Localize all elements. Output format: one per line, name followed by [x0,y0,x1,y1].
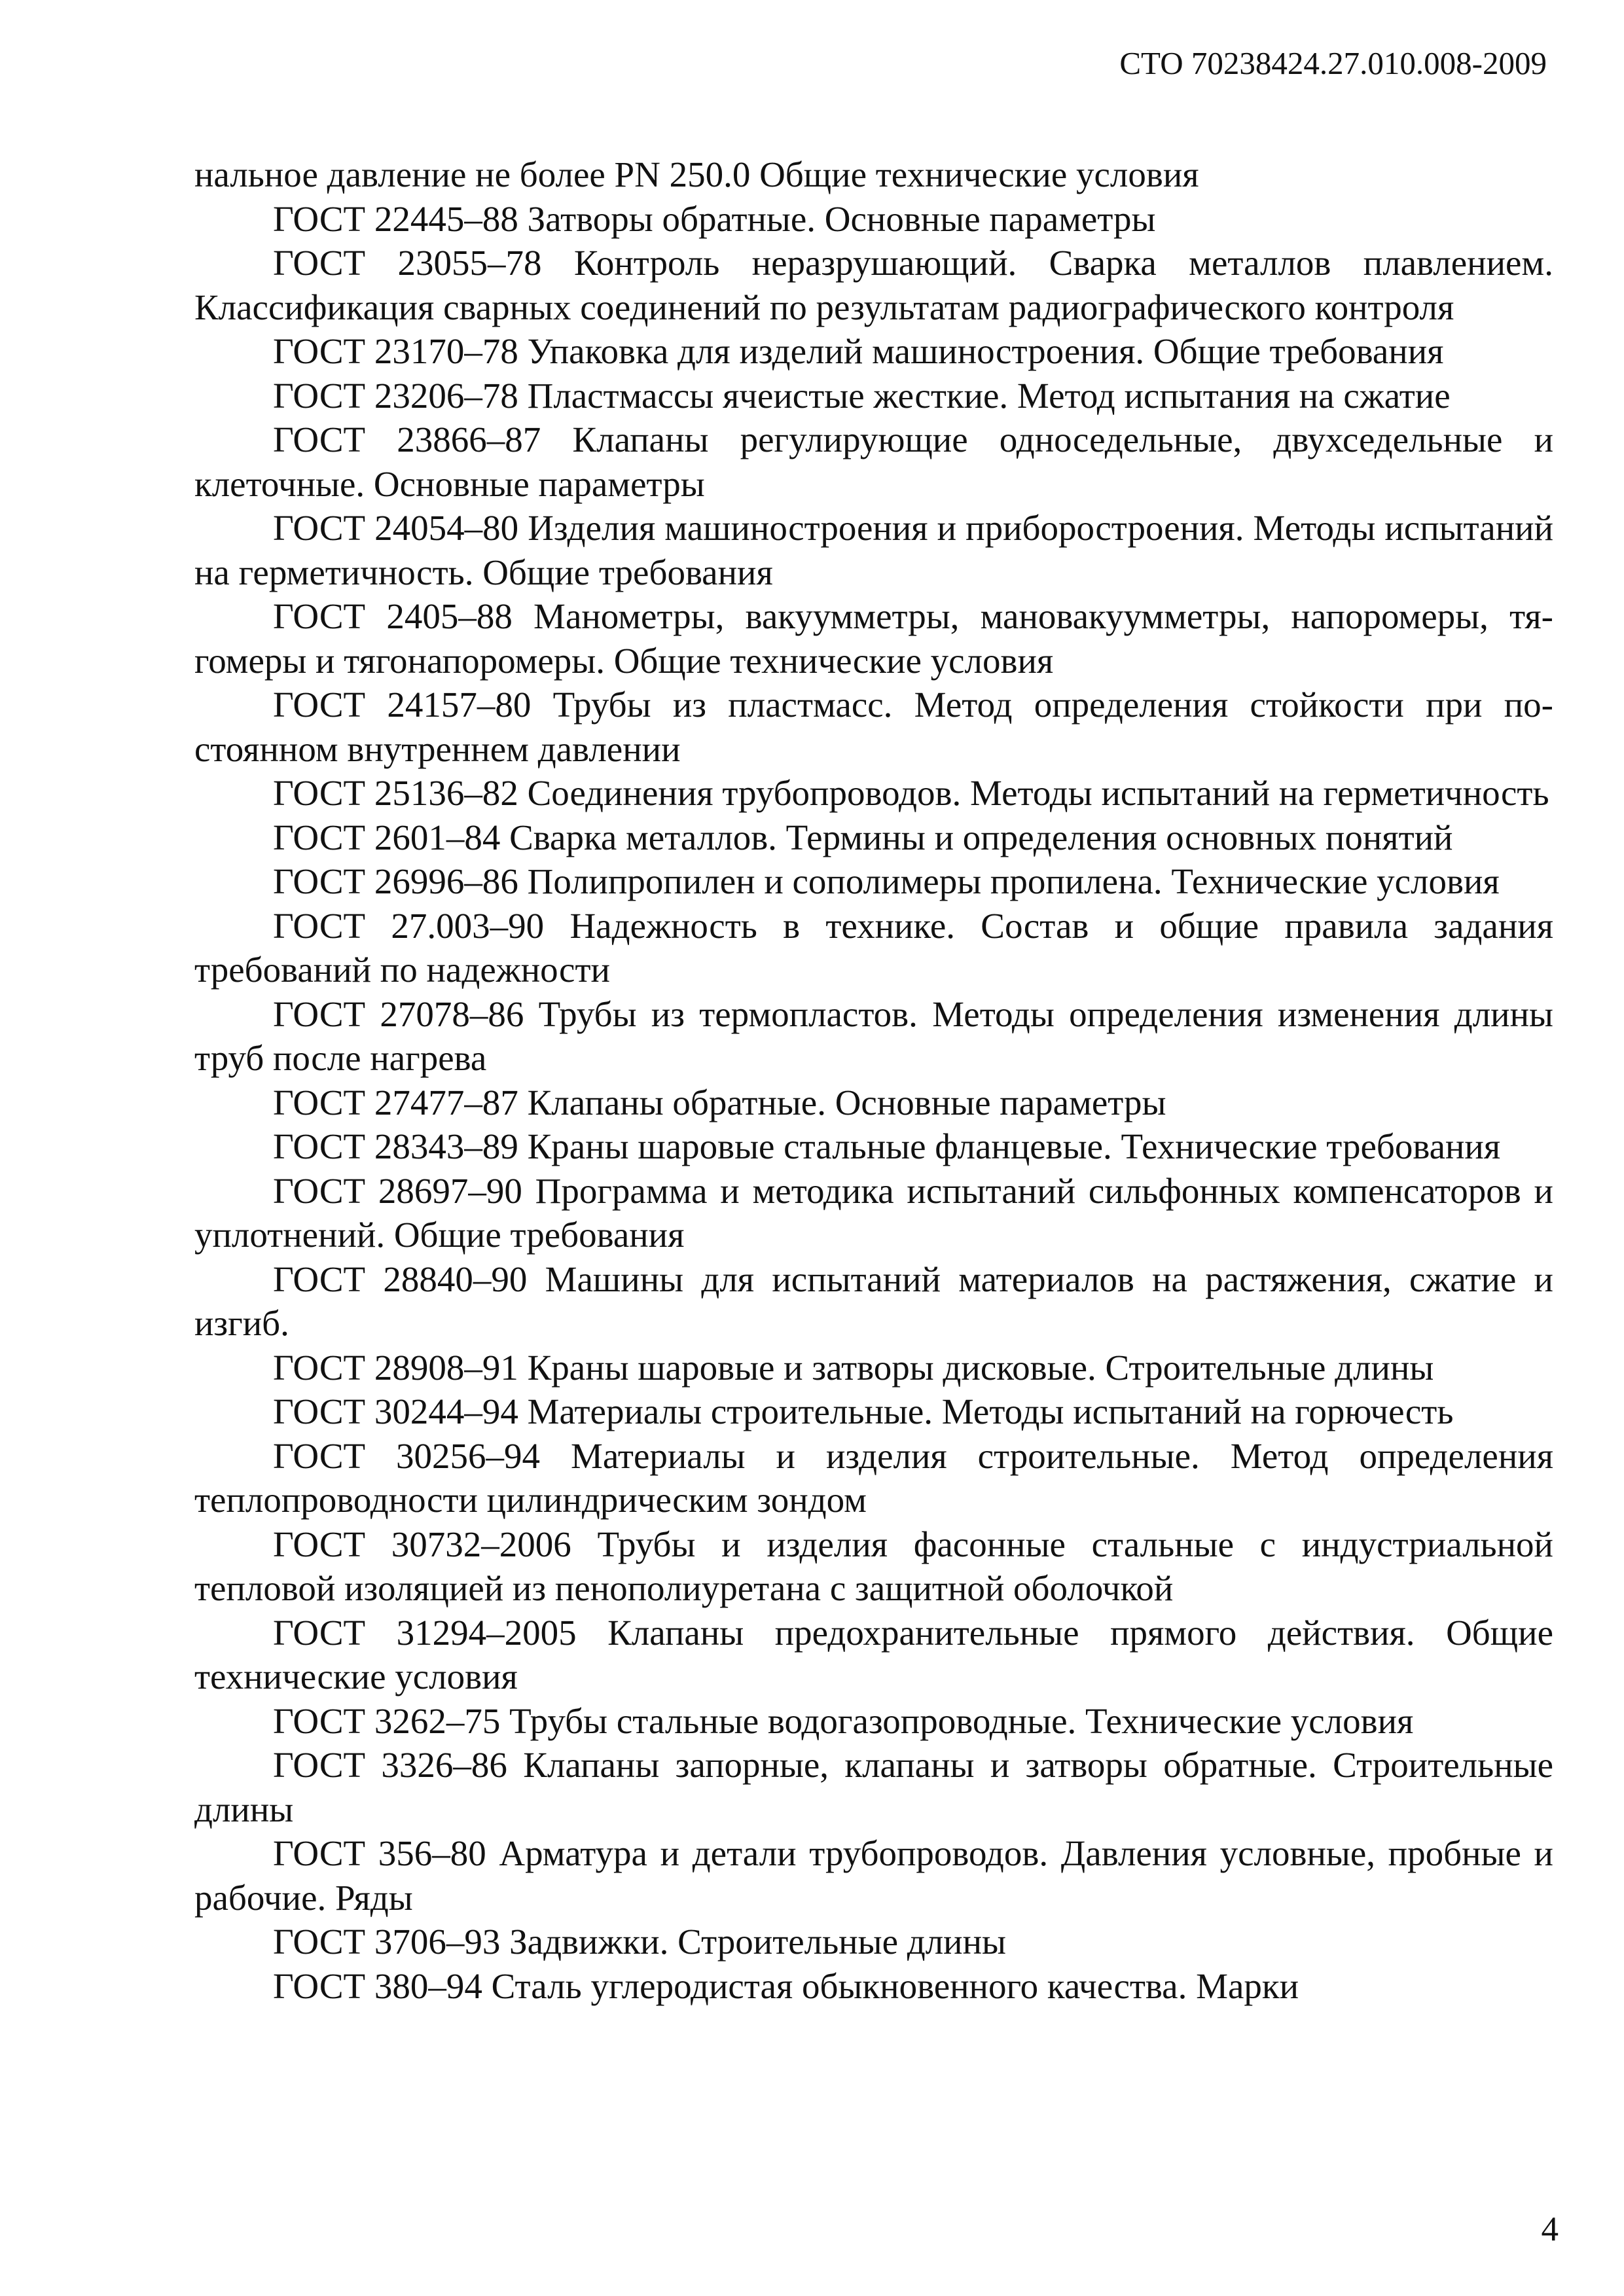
reference-item: ГОСТ 3706–93 Задвижки. Строительные длины [273,1922,1006,1962]
reference-item: ГОСТ 27078–86 Трубы из термопластов. Методы определения изменения длины труб после нагрева [194,994,1553,1078]
reference-item: ГОСТ 3326–86 Клапаны запорные, клапаны и затворы обратные. Строительные длины [194,1745,1553,1829]
reference-item: ГОСТ 28343–89 Краны шаровые стальные фланцевые. Технические требования [273,1126,1501,1166]
reference-item: ГОСТ 25136–82 Соединения трубопроводов. Методы испытаний на герметичность [273,773,1549,813]
reference-item: ГОСТ 30256–94 Материалы и изделия строительные. Метод определения теплопроводности цилиндрическим зондом [194,1435,1553,1520]
reference-item: ГОСТ 30732–2006 Трубы и изделия фасонные стальные с индустриальной тепловой изоляцией из пенополиуретана с защитной оболочкой [194,1524,1553,1608]
reference-item: ГОСТ 27477–87 Клапаны обратные. Основные параметры [273,1082,1166,1122]
reference-item: ГОСТ 380–94 Сталь углеродистая обыкновенного качества. Марки [273,1965,1299,2006]
reference-item: ГОСТ 28840–90 Машины для испытаний материалов на растяжения, сжатие и изгиб. [194,1259,1553,1343]
reference-item: ГОСТ 24054–80 Изделия машиностроения и приборостроения. Методы испытаний на герметичность. Общие требования [194,508,1553,592]
reference-item: ГОСТ 24157–80 Трубы из пластмасс. Метод определения стойкости при постоянном внутреннем давлении [194,685,1553,769]
reference-item: ГОСТ 22445–88 Затворы обратные. Основные параметры [273,198,1156,239]
reference-item: ГОСТ 23866–87 Клапаны регулирующие односедельные, двухседельные и клеточные. Основные параметры [194,420,1553,504]
reference-item: ГОСТ 23206–78 Пластмассы ячеистые жесткие. Метод испытания на сжатие [273,375,1451,416]
reference-item: ГОСТ 356–80 Арматура и детали трубопроводов. Давления условные, пробные и рабочие. Ряды [194,1833,1553,1918]
continued-reference-text: нальное давление не более PN 250.0 Общие технические условия [194,154,1199,194]
reference-item: ГОСТ 28908–91 Краны шаровые и затворы дисковые. Строительные длины [273,1347,1434,1388]
document-code-header: СТО 70238424.27.010.008-2009 [1119,45,1547,81]
reference-item: ГОСТ 28697–90 Программа и методика испытаний сильфонных компенсаторов и уплотнений. Общие требования [194,1170,1553,1255]
reference-item: ГОСТ 23170–78 Упаковка для изделий машиностроения. Общие требования [273,331,1444,371]
reference-item: ГОСТ 26996–86 Полипропилен и сополимеры пропилена. Технические условия [273,861,1500,901]
reference-item: ГОСТ 23055–78 Контроль неразрушающий. Сварка металлов плавлением. Классификация сварных соединений по результатам радиографического контроля [194,243,1553,327]
page-number: 4 [1541,2210,1559,2248]
reference-item: ГОСТ 31294–2005 Клапаны предохранительные прямого действия. Общие технические условия [194,1612,1553,1696]
references-list [194,152,1553,2008]
reference-item: ГОСТ 2601–84 Сварка металлов. Термины и определения основных понятий [273,817,1453,857]
reference-item: ГОСТ 30244–94 Материалы строительные. Методы испытаний на горючесть [273,1391,1454,1431]
reference-item: ГОСТ 2405–88 Манометры, вакуумметры, мановакуумметры, напоромеры, тягомеры и тягонапоромеры. Общие технические условия [194,596,1553,681]
reference-item: ГОСТ 27.003–90 Надежность в технике. Состав и общие правила задания требований по надежности [194,905,1553,990]
reference-item: ГОСТ 3262–75 Трубы стальные водогазопроводные. Технические условия [273,1700,1414,1741]
